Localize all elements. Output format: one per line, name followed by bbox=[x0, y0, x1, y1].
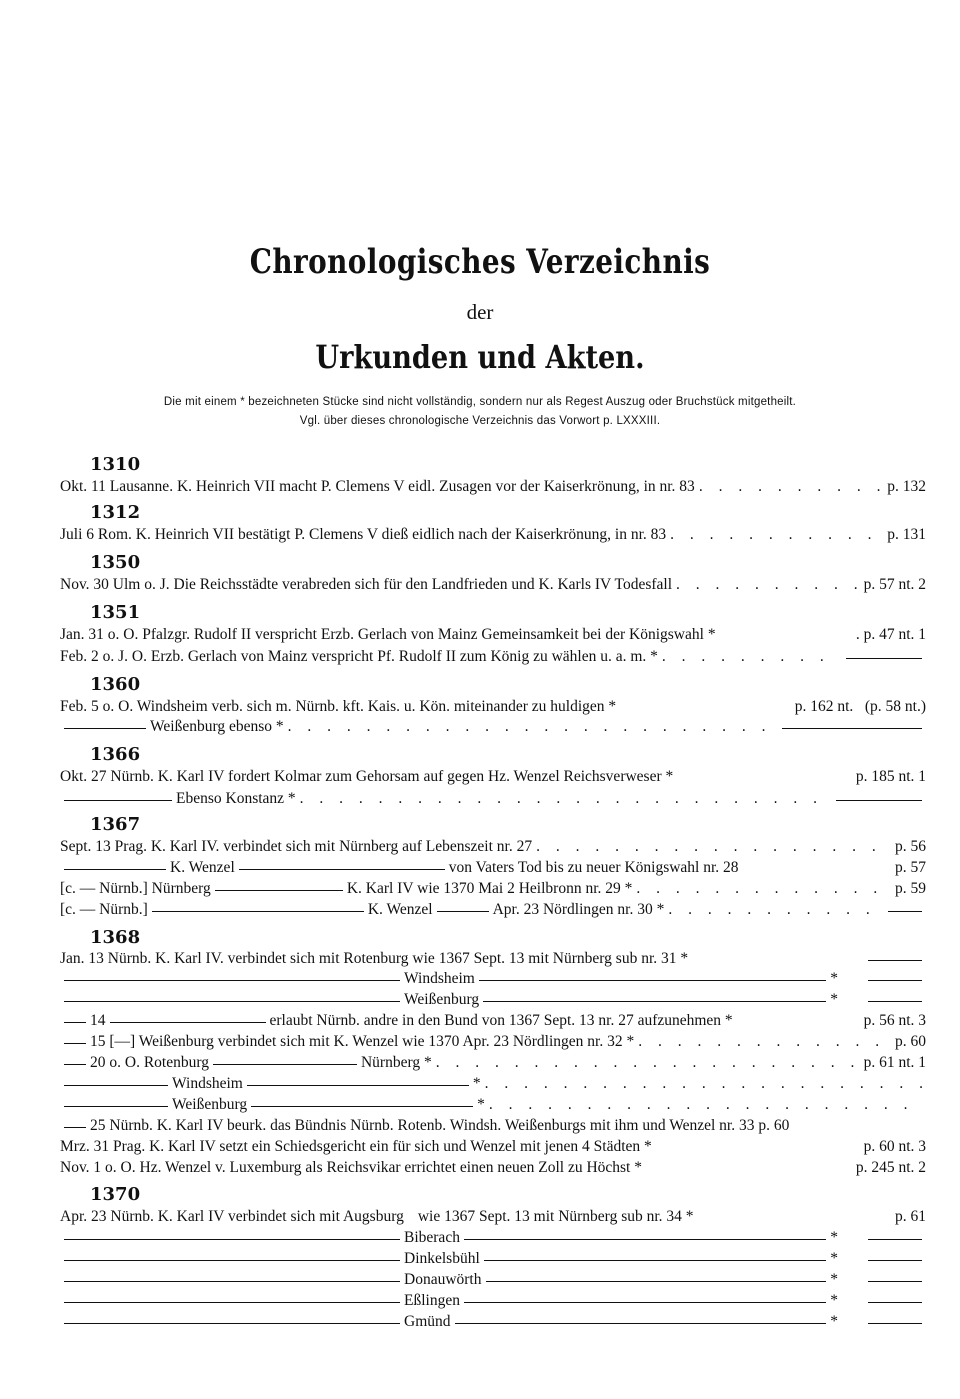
page-reference: p. 57 bbox=[895, 859, 926, 876]
leader-dots bbox=[676, 576, 860, 594]
ditto-rule bbox=[437, 911, 489, 912]
page-reference: p. 56 nt. 3 bbox=[863, 1012, 926, 1029]
entry-row bbox=[60, 901, 926, 921]
ditto-rule bbox=[868, 1302, 922, 1303]
leader-dots bbox=[668, 901, 880, 919]
entry-text: Donauwörth bbox=[404, 1271, 482, 1288]
ditto-rule bbox=[64, 1127, 86, 1128]
year-heading: 1312 bbox=[90, 502, 141, 523]
entry-text: 25 Nürnb. K. Karl IV beurk. das Bündnis Nürnb. Rotenb. Windsh. Weißenburgs mit ihm und Wenzel nr. 33 p. 60 bbox=[90, 1117, 790, 1134]
leader-dots bbox=[489, 1096, 922, 1114]
ditto-rule bbox=[479, 980, 826, 981]
year-heading: 1366 bbox=[90, 744, 141, 765]
ditto-rule bbox=[239, 869, 445, 870]
leader-dots bbox=[436, 1054, 860, 1072]
ditto-rule bbox=[64, 728, 146, 729]
entry-row bbox=[60, 1159, 926, 1179]
ditto-rule bbox=[888, 911, 922, 912]
entry-text: Jan. 31 o. O. Pfalzgr. Rudolf II verspricht Erzb. Gerlach von Mainz Gemeinsamkeit bei der Königswahl * bbox=[60, 626, 716, 643]
entry-text: Windsheim bbox=[404, 970, 475, 987]
leader-dots bbox=[536, 838, 891, 856]
entry-text: Apr. 23 Nördlingen nr. 30 * bbox=[492, 901, 665, 918]
page-reference: p. 245 nt. 2 bbox=[855, 1159, 926, 1176]
page-reference: p. 57 nt. 2 bbox=[863, 576, 926, 593]
entry-text: Ebenso Konstanz * bbox=[176, 790, 296, 807]
ditto-rule bbox=[64, 1239, 400, 1240]
ditto-rule bbox=[64, 1106, 168, 1107]
entry-row bbox=[60, 768, 926, 788]
ditto-rule bbox=[455, 1323, 827, 1324]
entry-row bbox=[60, 698, 926, 718]
leader-dots bbox=[288, 718, 774, 736]
ditto-rule bbox=[64, 1281, 400, 1282]
page-reference: p. 132 bbox=[887, 478, 926, 495]
ditto-rule bbox=[64, 869, 166, 870]
entry-row bbox=[60, 1271, 926, 1291]
entry-row bbox=[60, 880, 926, 900]
entry-text: Windsheim bbox=[172, 1075, 243, 1092]
entry-text: [c. — Nürnb.] bbox=[60, 901, 148, 918]
ditto-rule bbox=[64, 1260, 400, 1261]
ditto-rule bbox=[782, 728, 922, 729]
entry-row bbox=[60, 648, 926, 668]
entry-row bbox=[60, 1096, 926, 1116]
entry-row bbox=[60, 950, 926, 970]
entry-mark: * bbox=[830, 1271, 838, 1288]
ditto-rule bbox=[484, 1260, 826, 1261]
leader-dots bbox=[636, 880, 891, 898]
entry-row bbox=[60, 1250, 926, 1270]
entry-text: Biberach bbox=[404, 1229, 460, 1246]
ditto-rule bbox=[110, 1022, 266, 1023]
entry-row bbox=[60, 576, 926, 596]
entry-text: erlaubt Nürnb. andre in den Bund von 1367 Sept. 13 nr. 27 aufzunehmen * bbox=[269, 1012, 733, 1029]
entry-text: Sept. 13 Prag. K. Karl IV. verbindet sich mit Nürnberg auf Lebenszeit nr. 27 bbox=[60, 838, 533, 855]
year-heading: 1351 bbox=[90, 602, 141, 623]
page-reference: . p. 47 nt. 1 bbox=[855, 626, 926, 643]
ditto-rule bbox=[64, 1302, 400, 1303]
entry-text: Mrz. 31 Prag. K. Karl IV setzt ein Schiedsgericht ein für sich und Wenzel mit jenen 4 Städten * bbox=[60, 1138, 652, 1155]
entry-row bbox=[60, 626, 926, 646]
entry-text: 14 bbox=[90, 1012, 106, 1029]
ditto-rule bbox=[64, 1085, 168, 1086]
entry-row bbox=[60, 1117, 926, 1137]
entry-text: Apr. 23 Nürnb. K. Karl IV verbindet sich mit Augsburg bbox=[60, 1208, 404, 1225]
entry-text: Feb. 2 o. J. O. Erzb. Gerlach von Mainz verspricht Pf. Rudolf II zum König zu wählen u. a. m. * bbox=[60, 648, 658, 665]
ditto-rule bbox=[483, 1001, 826, 1002]
entry-row bbox=[60, 838, 926, 858]
entry-text: 20 o. O. Rotenburg bbox=[90, 1054, 209, 1071]
entry-row bbox=[60, 718, 926, 738]
entry-row bbox=[60, 526, 926, 546]
ditto-rule bbox=[64, 1064, 86, 1065]
ditto-rule bbox=[846, 658, 922, 659]
ditto-rule bbox=[152, 911, 364, 912]
entry-text: Gmünd bbox=[404, 1313, 451, 1330]
entry-mark: * bbox=[830, 1229, 838, 1246]
year-heading: 1370 bbox=[90, 1184, 141, 1205]
entry-text: Feb. 5 o. O. Windsheim verb. sich m. Nürnb. kft. Kais. u. Kön. miteinander zu huldigen * bbox=[60, 698, 617, 715]
entry-mark: * bbox=[830, 1313, 838, 1330]
ditto-rule bbox=[64, 1001, 400, 1002]
entry-row bbox=[60, 478, 926, 498]
year-heading: 1367 bbox=[90, 814, 141, 835]
ditto-rule bbox=[868, 1281, 922, 1282]
entry-row bbox=[60, 859, 926, 879]
entry-row bbox=[60, 1313, 926, 1333]
entry-row bbox=[60, 970, 926, 990]
entry-text: Dinkelsbühl bbox=[404, 1250, 480, 1267]
page-reference: p. 61 bbox=[895, 1208, 926, 1225]
title-connector: der bbox=[466, 300, 494, 324]
ditto-rule bbox=[868, 1260, 922, 1261]
year-heading: 1350 bbox=[90, 552, 141, 573]
leader-dots bbox=[670, 526, 883, 544]
page-title: Chronologisches Verzeichnis bbox=[249, 242, 711, 282]
entry-text: Juli 6 Rom. K. Heinrich VII bestätigt P. Clemens V dieß eidlich nach der Kaiserkrönung, in nr. 83 bbox=[60, 526, 667, 543]
leader-dots bbox=[638, 1033, 891, 1051]
entry-mark: * bbox=[830, 1292, 838, 1309]
entry-row bbox=[60, 1208, 926, 1228]
ditto-rule bbox=[464, 1302, 826, 1303]
ditto-rule bbox=[64, 800, 172, 801]
entry-mark: * bbox=[830, 970, 838, 987]
ditto-rule bbox=[64, 1043, 86, 1044]
entry-text: wie 1367 Sept. 13 mit Nürnberg sub nr. 34 * bbox=[417, 1208, 694, 1225]
entry-mark: * bbox=[472, 1075, 481, 1092]
entry-row bbox=[60, 1012, 926, 1032]
page-reference: p. 60 bbox=[895, 1033, 926, 1050]
ditto-rule bbox=[868, 960, 922, 961]
entry-text: Jan. 13 Nürnb. K. Karl IV. verbindet sich mit Rotenburg wie 1367 Sept. 13 mit Nürnberg sub nr. 31 * bbox=[60, 950, 689, 967]
ditto-rule bbox=[486, 1281, 827, 1282]
entry-text: K. Karl IV wie 1370 Mai 2 Heilbronn nr. 29 * bbox=[346, 880, 633, 897]
entry-text: K. Wenzel bbox=[367, 901, 433, 918]
entry-text: Eßlingen bbox=[404, 1292, 460, 1309]
ditto-rule bbox=[64, 1323, 400, 1324]
entry-text: 15 [—] Weißenburg verbindet sich mit K. Wenzel wie 1370 Apr. 23 Nördlingen nr. 32 * bbox=[90, 1033, 635, 1050]
entry-text: [c. — Nürnb.] Nürnberg bbox=[60, 880, 211, 897]
leader-dots bbox=[699, 478, 883, 496]
entry-row bbox=[60, 1292, 926, 1312]
page-reference: p. 56 bbox=[895, 838, 926, 855]
entry-text: Nov. 1 o. O. Hz. Wenzel v. Luxemburg als Reichsvikar errichtet einen neuen Zoll zu Höchst * bbox=[60, 1159, 642, 1176]
ditto-rule bbox=[868, 1323, 922, 1324]
ditto-rule bbox=[64, 1022, 86, 1023]
ditto-rule bbox=[247, 1085, 469, 1086]
leader-dots bbox=[485, 1075, 922, 1093]
entry-text: Okt. 27 Nürnb. K. Karl IV fordert Kolmar zum Gehorsam auf gegen Hz. Wenzel Reichsverweser * bbox=[60, 768, 674, 785]
entry-text: Nürnberg * bbox=[360, 1054, 432, 1071]
leader-dots bbox=[300, 790, 828, 808]
ditto-rule bbox=[868, 980, 922, 981]
page-reference: p. 61 nt. 1 bbox=[863, 1054, 926, 1071]
entry-text: Okt. 11 Lausanne. K. Heinrich VII macht P. Clemens V eidl. Zusagen vor der Kaiserkrönung, in nr. 83 bbox=[60, 478, 695, 495]
entry-mark: * bbox=[477, 1096, 485, 1113]
page-reference: p. 131 bbox=[887, 526, 926, 543]
ditto-rule bbox=[215, 890, 343, 891]
entry-row bbox=[60, 1229, 926, 1249]
page-reference: p. 59 bbox=[895, 880, 926, 897]
ditto-rule bbox=[464, 1239, 826, 1240]
year-heading: 1310 bbox=[90, 454, 141, 475]
entry-text: Weißenburg bbox=[404, 991, 480, 1008]
ditto-rule bbox=[64, 980, 400, 981]
ditto-rule bbox=[251, 1106, 473, 1107]
year-heading: 1368 bbox=[90, 927, 141, 948]
leader-dots bbox=[662, 648, 838, 666]
entry-mark: * bbox=[830, 991, 838, 1008]
entry-mark: * bbox=[830, 1250, 838, 1267]
page-reference: p. 185 nt. 1 bbox=[855, 768, 926, 785]
entry-text: Nov. 30 Ulm o. J. Die Reichsstädte verabreden sich für den Landfrieden und K. Karls IV Todesfall bbox=[60, 576, 673, 593]
ditto-rule bbox=[836, 800, 922, 801]
entry-row bbox=[60, 991, 926, 1011]
entry-text: K. Wenzel bbox=[170, 859, 235, 876]
page-reference: p. 162 nt. (p. 58 nt.) bbox=[794, 698, 926, 715]
entry-row bbox=[60, 1075, 926, 1095]
entry-row bbox=[60, 1138, 926, 1158]
page-reference: p. 60 nt. 3 bbox=[863, 1138, 926, 1155]
entry-text: von Vaters Tod bis zu neuer Königswahl nr. 28 bbox=[448, 859, 739, 876]
ditto-rule bbox=[868, 1239, 922, 1240]
entry-row bbox=[60, 790, 926, 810]
page-subtitle: Urkunden und Akten. bbox=[315, 338, 645, 376]
entry-row bbox=[60, 1054, 926, 1074]
entry-row bbox=[60, 1033, 926, 1053]
entry-text: Weißenburg ebenso * bbox=[150, 718, 284, 735]
preface-reference: Vgl. über dieses chronologische Verzeichnis das Vorwort p. LXXXIII. bbox=[299, 415, 661, 427]
ditto-rule bbox=[868, 1001, 922, 1002]
year-heading: 1360 bbox=[90, 674, 141, 695]
entry-text: Weißenburg bbox=[172, 1096, 248, 1113]
ditto-rule bbox=[213, 1064, 357, 1065]
editorial-note: Die mit einem * bezeichneten Stücke sind nicht vollständig, sondern nur als Regest Auszug oder Bruchstück mitgetheilt. bbox=[163, 396, 797, 408]
